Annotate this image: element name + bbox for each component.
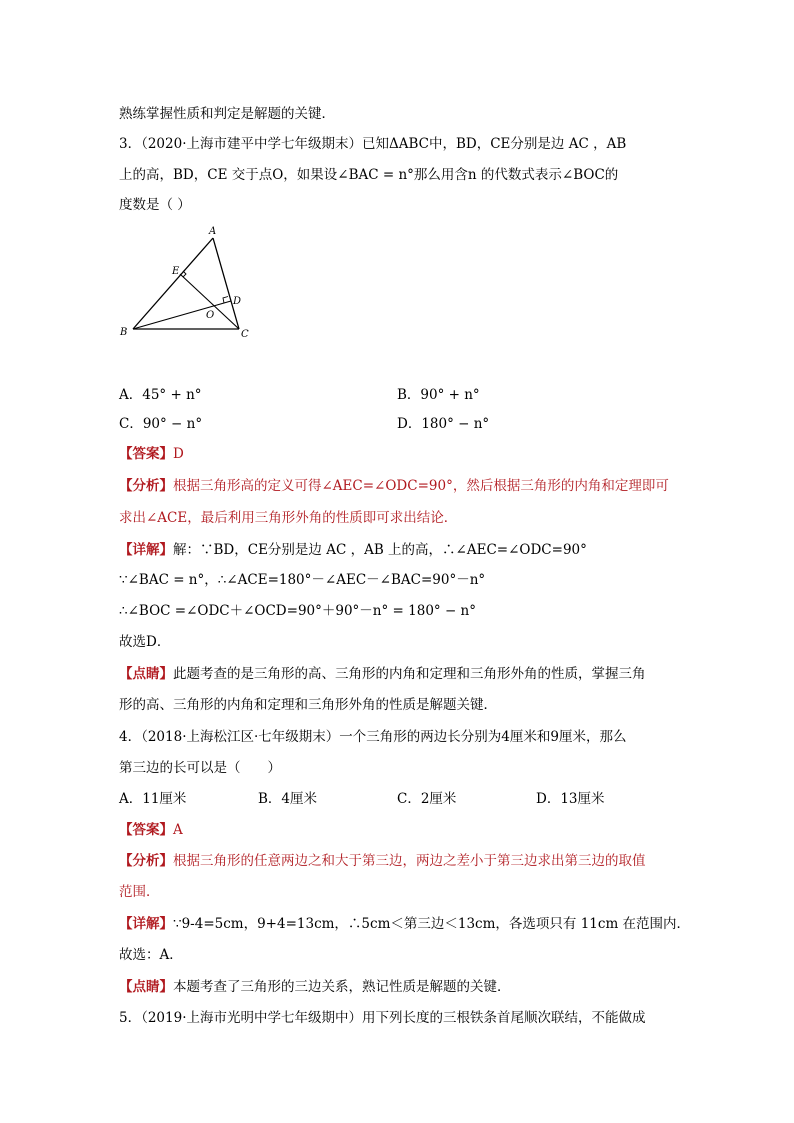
q3-detail-2: ∵∠BAC = n°，∴∠ACE=180°－∠AEC－∠BAC=90°－n° <box>119 572 486 588</box>
detail-tag: 【详解】 <box>119 542 173 558</box>
q3-analysis-1: 根据三角形高的定义可得∠AEC=∠ODC=90°，然后根据三角形的内角和定理即可 <box>173 478 669 494</box>
q3-comment-2: 形的高、三角形的内角和定理和三角形外角的性质是解题关键． <box>119 697 497 713</box>
q4-option-a: A．11厘米 <box>119 791 187 807</box>
q4-option-c: C．2厘米 <box>397 791 457 807</box>
q4-detail-2: 故选：A． <box>119 947 183 963</box>
comment-tag: 【点睛】 <box>119 979 173 995</box>
q4-stem-1: 4．（2018·上海松江区·七年级期末）一个三角形的两边长分别为4厘米和9厘米，那么 <box>119 729 627 745</box>
q3-analysis-2: 求出∠ACE，最后利用三角形外角的性质即可求出结论． <box>119 510 458 526</box>
q4-detail-line-1 <box>119 914 690 934</box>
q3-detail-1: 解：∵BD，CE分别是边 AC ，AB 上的高，∴∠AEC=∠ODC=90° <box>173 542 587 558</box>
label-b: B <box>120 327 128 338</box>
label-a: A <box>209 226 217 237</box>
label-o: O <box>206 310 215 321</box>
q3-stem-3: 度数是（ ） <box>119 197 191 213</box>
answer-tag: 【答案】 <box>119 446 173 462</box>
altitude-bd <box>133 301 231 329</box>
side-ab <box>133 238 213 329</box>
q4-comment-line-1 <box>119 977 511 997</box>
q4-answer-line <box>119 820 183 840</box>
q4-answer: A <box>173 822 183 838</box>
q3-detail-3: ∴∠BOC =∠ODC＋∠OCD=90°＋90°－n° = 180° − n° <box>119 603 476 619</box>
q3-option-b: B．90° + n° <box>397 387 480 403</box>
q3-answer: D <box>173 446 184 462</box>
q3-comment-1: 此题考查的是三角形的高、三角形的内角和定理和三角形外角的性质，掌握三角 <box>173 666 646 682</box>
q3-detail-line-1 <box>119 540 587 560</box>
q4-analysis-line-1 <box>119 851 646 871</box>
side-ac <box>213 238 242 329</box>
answer-tag: 【答案】 <box>119 822 173 838</box>
triangle-figure <box>110 222 270 347</box>
label-c: C <box>241 329 249 340</box>
label-e: E <box>172 266 180 277</box>
right-angle-mark-e <box>183 271 186 277</box>
label-d: D <box>233 296 242 307</box>
analysis-tag: 【分析】 <box>119 853 173 869</box>
q4-analysis-2: 范围． <box>119 884 160 900</box>
q3-detail-4: 故选D． <box>119 634 171 650</box>
detail-tag: 【详解】 <box>119 916 173 932</box>
q4-stem-2: 第三边的长可以是（ ） <box>119 760 281 776</box>
q3-stem-2: 上的高，BD，CE 交于点O，如果设∠BAC = n°那么用含n 的代数式表示∠BOC的 <box>119 167 619 183</box>
q3-comment-line-1 <box>119 664 646 684</box>
comment-tag: 【点睛】 <box>119 666 173 682</box>
q3-analysis-line-1 <box>119 476 669 496</box>
analysis-tag: 【分析】 <box>119 478 173 494</box>
q4-detail-1: ∵9-4=5cm，9+4=13cm，∴5cm＜第三边＜13cm，各选项只有 11cm 在范围内． <box>173 916 691 932</box>
intro-line: 熟练掌握性质和判定是解题的关键． <box>119 106 335 122</box>
q3-stem-1: 3．（2020·上海市建平中学七年级期末）已知ΔABC中，BD，CE分别是边 AC ，AB <box>119 136 627 152</box>
q4-comment-1: 本题考查了三角形的三边关系，熟记性质是解题的关键． <box>173 979 511 995</box>
q4-option-d: D．13厘米 <box>536 791 605 807</box>
q4-option-b: B．4厘米 <box>258 791 318 807</box>
q3-option-c: C．90° − n° <box>119 416 203 432</box>
q4-analysis-1: 根据三角形的任意两边之和大于第三边，两边之差小于第三边求出第三边的取值 <box>173 853 646 869</box>
q3-option-d: D．180° − n° <box>397 416 490 432</box>
q3-option-a: A．45° + n° <box>119 387 202 403</box>
q3-answer-line <box>119 444 184 464</box>
q5-stem-1: 5．（2019·上海市光明中学七年级期中）用下列长度的三根铁条首尾顺次联结，不能做成 <box>119 1010 646 1026</box>
